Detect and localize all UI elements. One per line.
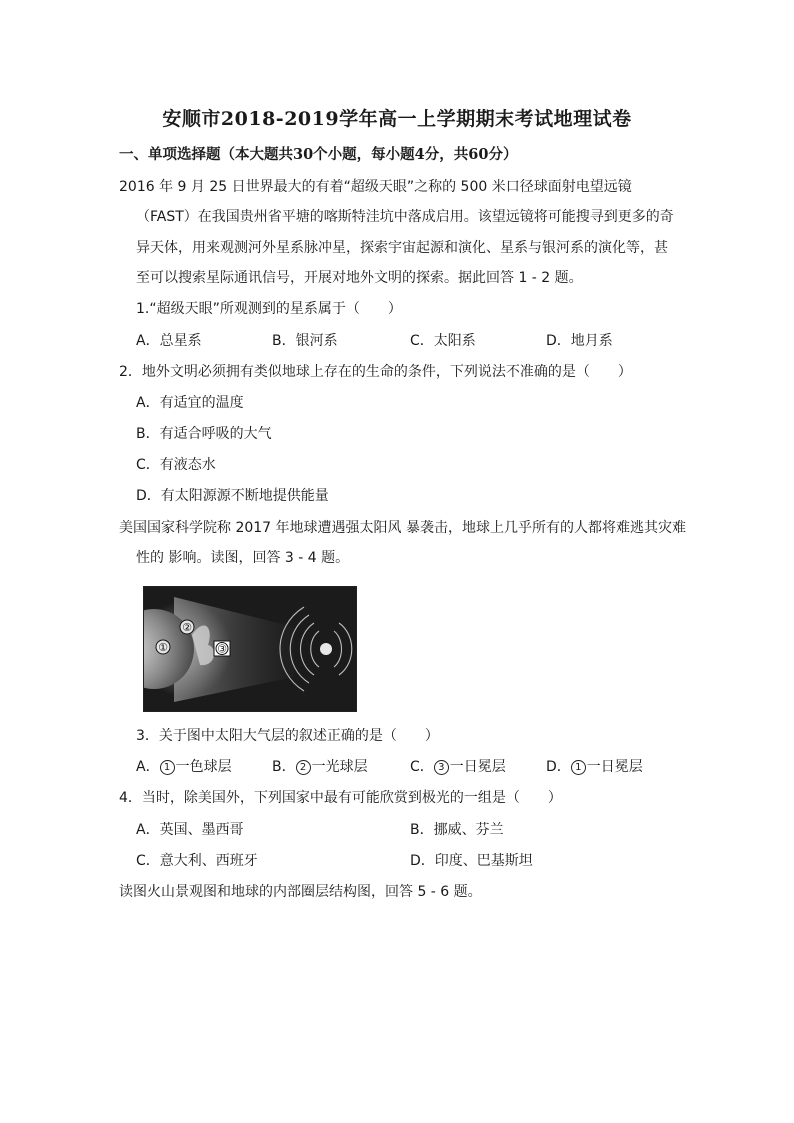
q2-stem: 2．地外文明必须拥有类似地球上存在的生命的条件，下列说法不准确的是（ ） xyxy=(119,364,632,380)
passage1-line-3: 异天体，用来观测河外星系脉冲星，探索宇宙起源和演化、星系与银河系的演化等，甚 xyxy=(136,240,668,256)
q3-option-a: A． 1 一色球层 xyxy=(136,759,232,775)
passage1-line-4: 至可以搜索星际通讯信号，开展对地外文明的探索。据此回答 1 - 2 题。 xyxy=(136,270,583,286)
passage2-line-2: 性的 影响。读图，回答 3 - 4 题。 xyxy=(136,550,350,566)
passage3: 读图火山景观图和地球的内部圈层结构图，回答 5 - 6 题。 xyxy=(119,884,482,900)
q3-stem: 3．关于图中太阳大气层的叙述正确的是（ ） xyxy=(136,728,439,744)
q2-option-b: B．有适合呼吸的大气 xyxy=(136,426,272,442)
label-2: ② xyxy=(182,621,192,634)
q1-option-a: A．总星系 xyxy=(136,333,202,349)
earth-icon xyxy=(320,643,332,655)
q1-option-d: D．地月系 xyxy=(546,333,613,349)
label-3: ③ xyxy=(217,642,227,656)
exam-title: 安顺市2018-2019学年高一上学期期末考试地理试卷 xyxy=(162,108,632,130)
q4-stem: 4．当时，除美国外，下列国家中最有可能欣赏到极光的一组是（ ） xyxy=(119,790,562,806)
section-heading: 一、单项选择题（本大题共30个小题，每小题4分，共60分） xyxy=(119,146,518,163)
solar-wind-figure xyxy=(143,586,357,712)
passage1-line-2: （FAST）在我国贵州省平塘的喀斯特洼坑中落成启用。该望远镜将可能搜寻到更多的奇 xyxy=(136,209,674,225)
passage2-line-1: 美国国家科学院称 2017 年地球遭遇强太阳风 暴袭击，地球上几乎所有的人都将难逃其灾难 xyxy=(119,520,686,536)
solar-wind-illustration xyxy=(144,587,356,711)
q4-option-b: B．挪威、芬兰 xyxy=(410,822,504,838)
q3-option-b: B． 2 一光球层 xyxy=(272,759,368,775)
q3-option-d: D． 1 一日冕层 xyxy=(546,759,643,775)
q4-option-d: D．印度、巴基斯坦 xyxy=(410,853,533,869)
q4-option-c: C．意大利、西班牙 xyxy=(136,853,258,869)
q1-option-c: C．太阳系 xyxy=(410,333,476,349)
q1-option-b: B．银河系 xyxy=(272,333,338,349)
q1-stem: 1.“超级天眼”所观测到的星系属于（ ） xyxy=(136,301,402,317)
label-1: ① xyxy=(158,641,168,654)
q2-option-c: C．有液态水 xyxy=(136,457,216,473)
passage1-line-1: 2016 年 9 月 25 日世界最大的有着“超级天眼”之称的 500 米口径球面射电望远镜 xyxy=(119,179,632,195)
q2-option-a: A．有适宜的温度 xyxy=(136,395,244,411)
q4-option-a: A．英国、墨西哥 xyxy=(136,822,244,838)
q2-option-d: D．有太阳源源不断地提供能量 xyxy=(136,488,329,504)
q3-option-c: C． 3 一日冕层 xyxy=(410,759,506,775)
